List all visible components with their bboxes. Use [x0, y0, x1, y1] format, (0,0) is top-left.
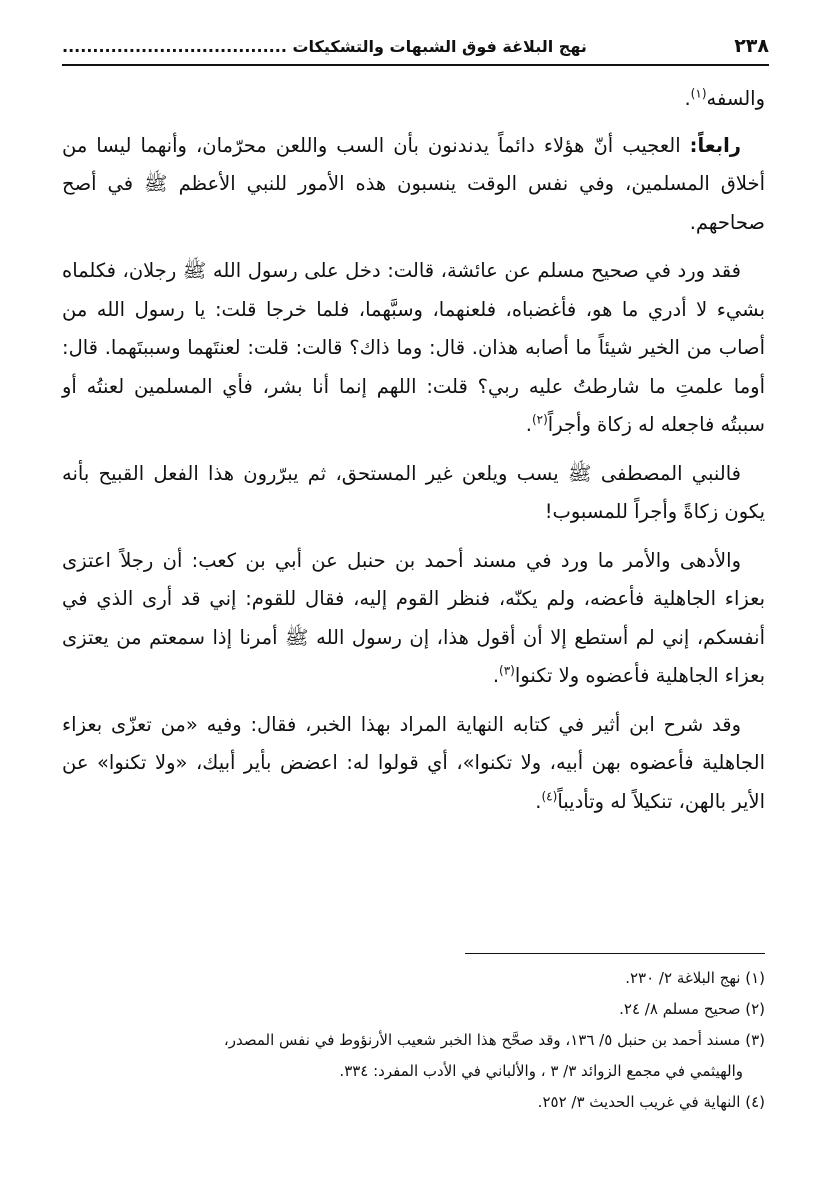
paragraph-2-lead: رابعاً: — [689, 133, 741, 157]
paragraph-2 — [62, 127, 765, 243]
page-number: ٢٣٨ — [734, 35, 769, 57]
paragraph-1-text: والسفه — [706, 87, 765, 110]
paragraph-1-end: . — [684, 87, 691, 110]
footnote-2: (٢) صحيح مسلم ٨/ ٢٤. — [619, 1000, 765, 1018]
footnote-3: (٣) مسند أحمد بن حنبل ٥/ ١٣٦، وقد صحَّح هذا الخبر شعيب الأرنؤوط في نفس المصدر، — [223, 1031, 765, 1049]
paragraph-4 — [62, 455, 765, 532]
footnote-3-continuation: والهيثمي في مجمع الزوائد ٣/ ٣ ، والألباني في الأدب المفرد: ٣٣٤. — [339, 1062, 743, 1080]
paragraph-4-text: فالنبي المصطفى ﷺ يسب ويلعن غير المستحق، ثم يبرّرون هذا الفعل القبيح بأنه يكون زكاةً وأجراً للمسبوب! — [62, 461, 765, 523]
paragraph-6 — [62, 706, 765, 822]
paragraph-1 — [62, 80, 765, 119]
footnote-ref-4[interactable]: (٤) — [541, 789, 558, 803]
footnote-1: (١) نهج البلاغة ٢/ ٢٣٠. — [625, 969, 765, 987]
footnote-ref-2[interactable]: (٢) — [531, 412, 548, 427]
footnote-divider — [465, 953, 765, 954]
page-header — [62, 28, 769, 66]
running-title: نهج البلاغة فوق الشبهات والتشكيكات ..................................... — [62, 36, 587, 56]
paragraph-3-text: فقد ورد في صحيح مسلم عن عائشة، قالت: دخل على رسول الله ﷺ رجلان، فكلماه بشيء لا أدري ما هو، فأغضباه، فلعنهما، وسبَّهما، فلما خرجا قلت: يا رسول الله من أصاب من الخير شيئاً ما أصابه هذان. قال: وما ذاك؟ قالت: قلت: لعنتَهما وسببتَهما. قال: أوما علمتِ ما شارطتُ عليه ربي؟ قلت: اللهم إنما أنا بشر، فأي المسلمين لعنتُه أو سببتُه فاجعله له زكاة وأجراً — [62, 259, 765, 436]
footnote-4: (٤) النهاية في غريب الحديث ٣/ ٢٥٢. — [537, 1093, 765, 1111]
paragraph-6-end: . — [535, 789, 542, 813]
paragraph-6-text: وقد شرح ابن أثير في كتابه النهاية المراد بهذا الخبر، فقال: وفيه «من تعزّى بعزاء الجاهلية فأعضوه بهن أبيه، ولا تكنوا»، أي قولوا له: اعضض بأير أبيك، «ولا تكنوا» عن الأير بالهن، تنكيلاً له وتأديباً — [62, 712, 765, 813]
paragraph-3-end: . — [525, 413, 532, 436]
paragraph-5-end: . — [492, 664, 500, 687]
footnote-ref-3[interactable]: (٣) — [499, 663, 515, 678]
paragraph-2-text: العجيب أنّ هؤلاء دائماً يدندنون بأن السب واللعن محرّمان، وأنهما ليسا من أخلاق المسلمين، وفي نفس الوقت ينسبون هذه الأمور للنبي الأعظم ﷺ في أصح صحاحهم. — [62, 133, 765, 234]
footnotes — [62, 963, 765, 1118]
paragraph-5 — [62, 542, 765, 696]
paragraph-3 — [62, 252, 765, 445]
footnote-ref-1[interactable]: (١) — [690, 86, 707, 101]
paragraph-5-text: والأدهى والأمر ما ورد في مسند أحمد بن حنبل عن أبي بن كعب: أن رجلاً اعتزى بعزاء الجاهلية فأعضه، ولم يكنّه، فنظر القوم إليه، فقال للقوم: إني قد أرى الذي في أنفسكم، إني لم أستطع إلا أن أقول هذا، إن رسول الله ﷺ أمرنا إذا سمعتم من يعتزى بعزاء الجاهلية فأعضوه ولا تكنوا — [62, 548, 765, 687]
body-text — [62, 80, 765, 831]
